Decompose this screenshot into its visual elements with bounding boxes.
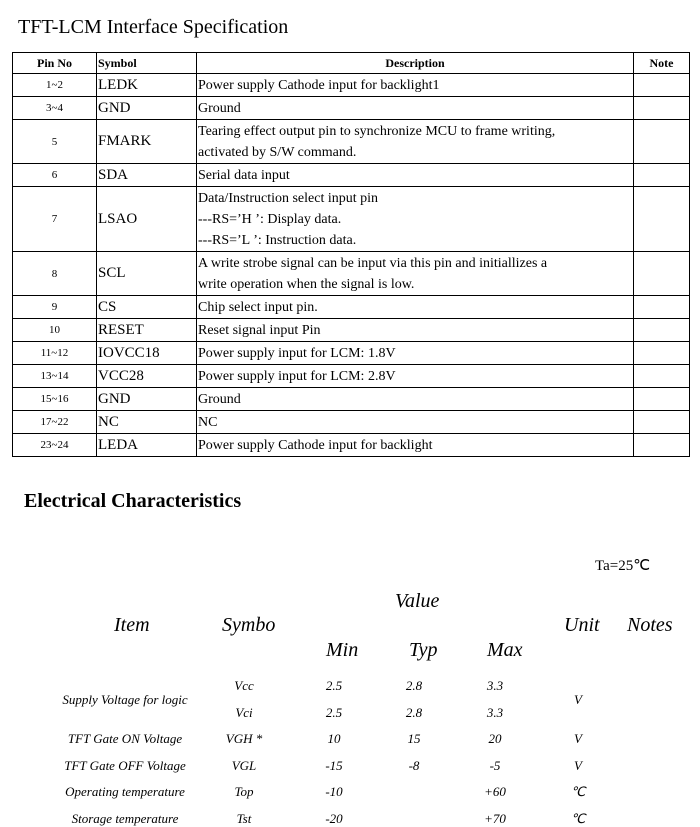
pin-description-cell — [197, 74, 634, 97]
pin-table-row — [13, 388, 690, 411]
pin-table-row — [13, 74, 690, 97]
pin-description-cell — [197, 252, 634, 296]
interface-spec-title: TFT-LCM Interface Specification — [18, 16, 289, 38]
notes-header: Notes — [627, 614, 673, 636]
ec-max-value: +70 — [484, 811, 506, 826]
ec-symbol: Vcc — [234, 678, 254, 693]
ec-typ-value: 15 — [407, 731, 421, 746]
ec-item-label: TFT Gate ON Voltage — [67, 731, 183, 746]
pin-number-cell: 9 — [13, 296, 97, 319]
pin-symbol-cell: SCL — [97, 252, 197, 296]
symbol-header-ec: Symbo — [222, 614, 276, 636]
symbol-header: Symbol — [97, 53, 197, 74]
ec-item-label: TFT Gate OFF Voltage — [64, 758, 186, 773]
pin-symbol-cell: GND — [97, 388, 197, 411]
description-line: ---RS=’L ’: Instruction data. — [198, 232, 357, 248]
ec-symbol: Top — [234, 784, 254, 799]
pin-number-cell: 8 — [13, 252, 97, 296]
pin-symbol-cell: NC — [97, 411, 197, 434]
ec-item-label: Storage temperature — [71, 811, 179, 826]
description-line: Chip select input pin. — [198, 299, 318, 315]
pin-note-cell — [634, 74, 690, 97]
pin-note-cell — [634, 342, 690, 365]
pin-symbol-cell: GND — [97, 97, 197, 120]
pin-number-cell: 10 — [13, 319, 97, 342]
pin-note-cell — [634, 365, 690, 388]
pin-number-cell: 13~14 — [13, 365, 97, 388]
pin-symbol-cell: VCC28 — [97, 365, 197, 388]
pin-symbol-cell: FMARK — [97, 120, 197, 164]
pin-description-cell — [197, 164, 634, 187]
pin-number-cell: 5 — [13, 120, 97, 164]
ec-min-value: -20 — [325, 811, 343, 826]
pin-table-row — [13, 434, 690, 457]
ec-unit: V — [574, 758, 582, 773]
pin-table-row — [13, 411, 690, 434]
temperature-condition: Ta=25℃ — [595, 558, 651, 574]
pin-description-cell — [197, 187, 634, 252]
ec-min-value: 2.5 — [325, 705, 343, 720]
ec-min-value: -15 — [325, 758, 343, 773]
pin-table-row — [13, 342, 690, 365]
description-line: Ground — [198, 100, 241, 116]
pin-description-cell — [197, 120, 634, 164]
ec-max-value: 3.3 — [486, 705, 504, 720]
description-line: NC — [198, 414, 218, 430]
ec-symbol: Tst — [236, 811, 252, 826]
pin-number-cell: 23~24 — [13, 434, 97, 457]
electrical-title: Electrical Characteristics — [24, 490, 242, 512]
pin-table-row — [13, 252, 690, 296]
description-line: Serial data input — [198, 167, 290, 183]
typ-header: Typ — [409, 639, 438, 661]
pin-symbol-cell: LEDK — [97, 74, 197, 97]
pin-description-cell — [197, 342, 634, 365]
ec-item-label: Operating temperature — [65, 784, 185, 799]
pin-number-cell: 11~12 — [13, 342, 97, 365]
pin-table-row — [13, 97, 690, 120]
description-line: Tearing effect output pin to synchronize MCU to frame writing, — [198, 123, 556, 139]
pin-description-cell — [197, 365, 634, 388]
pin-symbol-cell: LEDA — [97, 434, 197, 457]
pin-note-cell — [634, 319, 690, 342]
ec-symbol: VGH * — [225, 731, 263, 746]
description-line: Reset signal input Pin — [198, 322, 321, 338]
pin-description-cell — [197, 296, 634, 319]
pin-number-cell: 1~2 — [13, 74, 97, 97]
ec-item-label: Supply Voltage for logic — [62, 691, 188, 707]
pin-note-cell — [634, 434, 690, 457]
ec-typ-value: 2.8 — [405, 678, 423, 693]
pin-note-cell — [634, 187, 690, 252]
ec-unit: V — [574, 731, 582, 746]
value-header: Value — [395, 590, 440, 612]
note-header: Note — [634, 53, 690, 74]
pin-no-header: Pin No — [13, 53, 97, 74]
pin-note-cell — [634, 252, 690, 296]
ec-max-value: 3.3 — [486, 678, 504, 693]
ec-min-value: 10 — [327, 731, 341, 746]
ec-max-value: +60 — [484, 784, 506, 799]
pin-description-cell — [197, 319, 634, 342]
pin-table-row — [13, 319, 690, 342]
pin-symbol-cell: CS — [97, 296, 197, 319]
pin-note-cell — [634, 388, 690, 411]
description-line: Power supply Cathode input for backlight1 — [198, 77, 440, 93]
pin-table-row — [13, 365, 690, 388]
pin-description-cell — [197, 434, 634, 457]
ec-max-value: -5 — [489, 758, 501, 773]
description-line: Power supply Cathode input for backlight — [198, 437, 433, 453]
pin-symbol-cell: IOVCC18 — [97, 342, 197, 365]
pin-number-cell: 3~4 — [13, 97, 97, 120]
pin-description-cell — [197, 411, 634, 434]
pin-description-cell — [197, 388, 634, 411]
ec-unit: V — [574, 691, 582, 707]
pin-table-row — [13, 120, 690, 164]
pin-table-row — [13, 296, 690, 319]
description-line: write operation when the signal is low. — [198, 276, 415, 292]
pin-number-cell: 7 — [13, 187, 97, 252]
description-line: Ground — [198, 391, 241, 407]
pin-number-cell: 6 — [13, 164, 97, 187]
pin-table-row — [13, 187, 690, 252]
description-line: activated by S/W command. — [198, 144, 357, 160]
max-header: Max — [487, 639, 523, 661]
ec-typ-value: 2.8 — [405, 705, 423, 720]
description-line: Data/Instruction select input pin — [198, 190, 379, 206]
description-line: A write strobe signal can be input via this pin and initiallizes a — [198, 255, 548, 271]
description-line: ---RS=’H ’: Display data. — [198, 211, 342, 227]
pin-note-cell — [634, 411, 690, 434]
ec-min-value: 2.5 — [325, 678, 343, 693]
description-header: Description — [197, 53, 634, 74]
description-line: Power supply input for LCM: 1.8V — [198, 345, 396, 361]
pin-table-header-row — [13, 53, 690, 74]
pin-note-cell — [634, 296, 690, 319]
ec-max-value: 20 — [488, 731, 502, 746]
ec-typ-value: -8 — [408, 758, 420, 773]
pin-note-cell — [634, 97, 690, 120]
min-header: Min — [326, 639, 359, 661]
pin-description-cell — [197, 97, 634, 120]
unit-header: Unit — [564, 614, 600, 636]
pin-table — [12, 52, 690, 457]
ec-symbol: VGL — [231, 758, 257, 773]
pin-table-row — [13, 164, 690, 187]
ec-unit: ℃ — [570, 811, 586, 826]
pin-number-cell: 17~22 — [13, 411, 97, 434]
pin-symbol-cell: SDA — [97, 164, 197, 187]
pin-note-cell — [634, 164, 690, 187]
pin-note-cell — [634, 120, 690, 164]
ec-unit: ℃ — [570, 784, 586, 799]
ec-symbol: Vci — [235, 705, 253, 720]
ec-min-value: -10 — [325, 784, 343, 799]
description-line: Power supply input for LCM: 2.8V — [198, 368, 396, 384]
pin-symbol-cell: RESET — [97, 319, 197, 342]
pin-number-cell: 15~16 — [13, 388, 97, 411]
item-header: Item — [114, 614, 150, 636]
pin-symbol-cell: LSAO — [97, 187, 197, 252]
